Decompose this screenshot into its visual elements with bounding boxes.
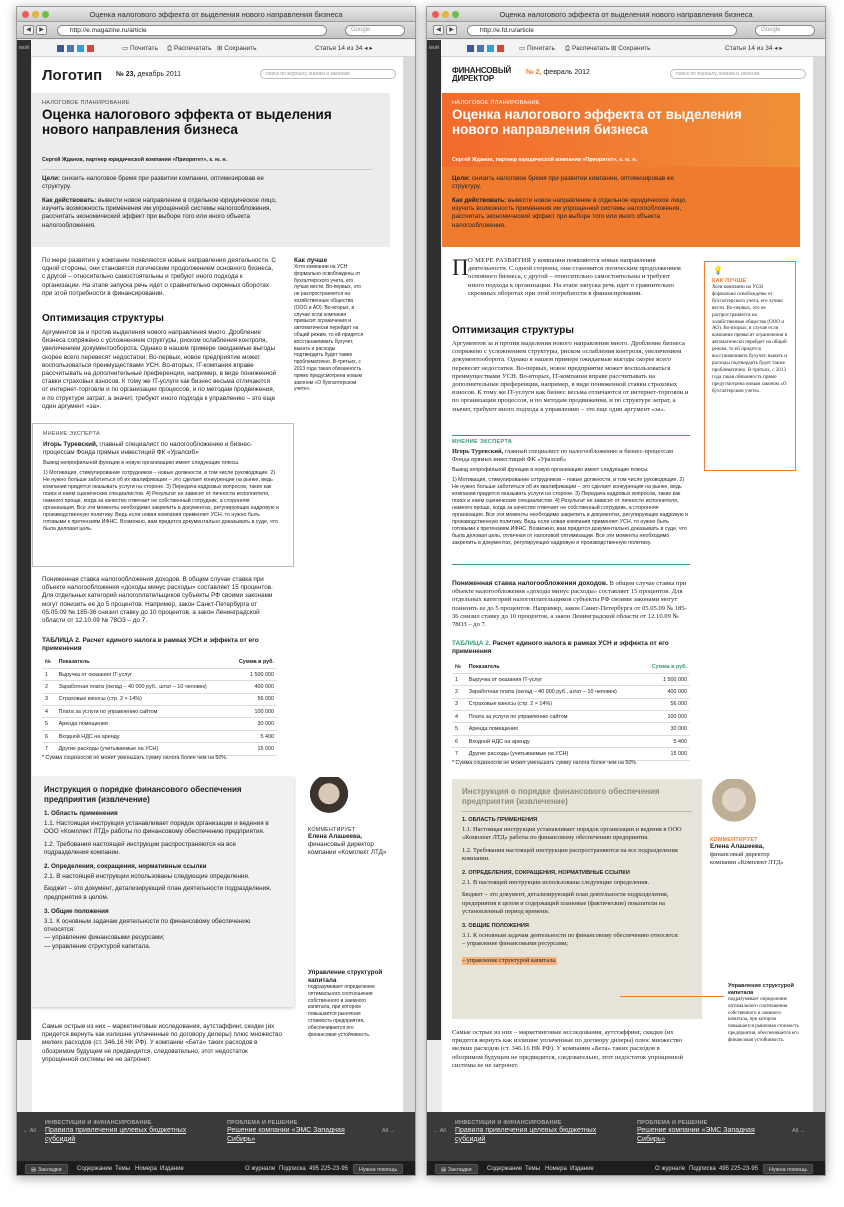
cell: 5 400 bbox=[643, 735, 690, 747]
cell: Аренда помещения bbox=[56, 718, 231, 730]
site-search-input[interactable] bbox=[670, 69, 806, 79]
action-text: вывести новое направление в отдельное юридическое лицо, изучить возможность применения им упрощенной системы налогообложения, рассчитать экономический эффект при выборе того или иного объекта налогообложения. bbox=[42, 197, 277, 229]
expert-box bbox=[32, 423, 294, 567]
save-button[interactable]: ⊞ Сохранить bbox=[611, 45, 651, 52]
side-rail bbox=[427, 40, 441, 1040]
header-cell: № bbox=[452, 661, 466, 673]
section-heading: Оптимизация структуры bbox=[452, 325, 574, 336]
prev-article-arrow[interactable]: ← All bbox=[23, 1128, 36, 1134]
table-row bbox=[42, 706, 277, 718]
table-row bbox=[452, 748, 690, 760]
header-cell: Показатель bbox=[56, 656, 231, 668]
table-row bbox=[452, 673, 690, 685]
cell: 6 bbox=[452, 735, 466, 747]
next-article-link[interactable]: Решение компании «ЭМС Западная Сибирь» bbox=[227, 1127, 345, 1143]
table-caption-text: Расчет единого налога в рамках УСН и эффекта от его применения bbox=[452, 640, 669, 655]
bookmarks-label: Закладки bbox=[37, 1167, 62, 1173]
header-cell: Сумма в руб. bbox=[230, 656, 277, 668]
paragraph-lead: Пониженная ставка налогообложения доходов. bbox=[452, 580, 608, 587]
next-article-link[interactable]: Решение компании «ЭМС Западная Сибирь» bbox=[637, 1127, 755, 1143]
nav-issues[interactable]: Номера bbox=[135, 1166, 157, 1172]
logo-line: ДИРЕКТОР bbox=[452, 74, 494, 83]
close-window-icon[interactable] bbox=[432, 11, 439, 18]
instruction-paragraph: Бюджет – это документ, детализирующий план деятельности подразделения, предприятия в целом и содержащий плановые (фактические) показатели на установленный период времени. bbox=[462, 891, 669, 915]
help-button[interactable]: Нужна помощь bbox=[763, 1164, 813, 1174]
browser-toolbar bbox=[17, 22, 415, 39]
vk-icon[interactable] bbox=[477, 45, 484, 52]
table-note: * Сумма соцвзносов не может уменьшать сумму налога более чем на 50%. bbox=[452, 760, 638, 766]
print-label: Распечатать bbox=[572, 45, 610, 52]
divider bbox=[462, 811, 692, 812]
nav-topics[interactable]: Темы bbox=[115, 1166, 131, 1172]
table-row bbox=[42, 718, 277, 730]
bottom-nav bbox=[17, 1161, 415, 1176]
minimize-window-icon[interactable] bbox=[32, 11, 39, 18]
commentator bbox=[308, 827, 388, 858]
magazine-logo[interactable] bbox=[452, 67, 511, 83]
title-bar bbox=[427, 7, 825, 22]
intro-paragraph bbox=[468, 257, 688, 298]
subscribe-link[interactable]: Подписка bbox=[279, 1166, 306, 1172]
url-text: http://e.magazine.ru/article bbox=[70, 27, 147, 34]
article-title: Оценка налогового эффекта от выделения нового направления бизнеса bbox=[42, 107, 332, 137]
twitter-icon[interactable] bbox=[77, 45, 84, 52]
article-pager[interactable]: Статья 14 из 34 ◂ ▸ bbox=[315, 45, 373, 52]
cell: Входной НДС на аренду bbox=[466, 735, 643, 747]
paragraph-text: В общем случае ставка при объекте налогообложения «доходы минус расходы» составляет 15 процентов. Для отдельных категорий налогоплательщиков субъекты РФ своими законами могут понизить ее до 5 процентов. Например, закон Санкт-Петербурга от 05.05.09 № 185-36 снизил ставку до 10 процентов, а закон Ленинградской области от 12.10.09 № 78ОЗ – до 7. bbox=[452, 580, 687, 629]
vk-icon[interactable] bbox=[67, 45, 74, 52]
save-label: Сохранить bbox=[224, 45, 257, 52]
expert-label: МНЕНИЕ ЭКСПЕРТА bbox=[43, 431, 100, 437]
nav-topics[interactable]: Темы bbox=[525, 1166, 541, 1172]
google-plus-icon[interactable] bbox=[497, 45, 504, 52]
cell: 5 400 bbox=[230, 730, 277, 742]
address-bar[interactable] bbox=[57, 25, 327, 36]
app-label[interactable]: мой bbox=[429, 45, 439, 51]
cell: Выручка от оказания IT-услуг bbox=[466, 673, 643, 685]
section-paragraph: Аргументов за и против выделения нового направления много. Дробление бизнеса сопряжено с усложнением структуры, риском ослабления контроля, увеличением документооборота. Однако в нашем примере ожидаемые выгоды скорее всего перевесят недостатки. Во-первых, новое предприятие может воспользоваться преимуществами УСН. Во-вторых, IT-компания вправе рассчитывать на дополнительные преференции, например, в виде пониженной ставки страховых взносов. К тому же IT-услуги как бизнес весьма отличаются от интернет-торговли и по организации процессов, и по методам продвижения, и по структуре затрат, а значит, требуют иного подхода к управлению – это еще один аргумент «за». bbox=[42, 329, 277, 410]
read-label: Почитать bbox=[526, 45, 555, 52]
cell: 4 bbox=[452, 711, 466, 723]
side-rail bbox=[17, 40, 31, 1040]
issue-date: декабрь 2011 bbox=[137, 71, 182, 78]
issue-info bbox=[526, 69, 590, 76]
cell: 7 bbox=[452, 748, 466, 760]
expert-lead: Вывод непрофильной функции в новую организацию имеет следующие плюсы. bbox=[452, 467, 649, 474]
read-button[interactable]: ▭ Почитать bbox=[122, 45, 158, 52]
instruction-list-item-highlighted: – управление структурой капитала. bbox=[462, 956, 557, 964]
issue-number: № 2, bbox=[526, 69, 542, 76]
zoom-window-icon[interactable] bbox=[42, 11, 49, 18]
table-row bbox=[42, 693, 277, 705]
instruction-list-item: — управление финансовыми ресурсами; bbox=[44, 934, 165, 942]
zoom-window-icon[interactable] bbox=[452, 11, 459, 18]
phone-number: 495 225-23-95 bbox=[719, 1166, 759, 1172]
header-cell: Сумма в руб. bbox=[643, 661, 690, 673]
help-button[interactable]: Нужна помощь bbox=[353, 1164, 403, 1174]
table-row bbox=[452, 698, 690, 710]
closing-paragraph: Самые острые из них – маркетинговые исследования, аутстаффинг, скидки (их придется вернуть как излишне уплаченные по договору дилеры) плюс множество мелких расходов (ст. 346.16 НК РФ). У компании «Бета» таких расходов в обозримом будущем не предвидится, следовательно, этот недостаток упрощенной системы ее не затронет. bbox=[452, 1029, 684, 1069]
instruction-section: 1. ОБЛАСТЬ ПРИМЕНЕНИЯ bbox=[462, 817, 538, 823]
instruction-box bbox=[32, 777, 294, 1007]
cell: 5 bbox=[42, 718, 56, 730]
table-row bbox=[452, 711, 690, 723]
section-paragraph: Аргументов за и против выделения нового направления много. Дробление бизнеса сопряжено с усложнением структуры, риском ослабления контроля, увеличением документооборота. Однако в нашем примере ожидаемые выгоды скорее всего перевесят недостатки. Во-первых, новое предприятие может воспользоваться преимуществами УСН. Во-вторых, IT-компания вправе рассчитывать на дополнительные преференции, например, в виде пониженной ставки страховых взносов. К тому же IT-услуги как бизнес весьма отличаются от интернет-торговли и по организации процессов, и по методам продвижения, и по структуре затрат, а значит, требуют иного подхода к управлению – это еще один аргумент «за». bbox=[452, 340, 689, 413]
instruction-section: 3. Общие положения bbox=[44, 907, 109, 915]
table-caption bbox=[452, 640, 690, 656]
margin-note-text: подразумевает определение оптимального соотношения собственного и заемного капитала, при котором повышается рыночная стоимость предприятия, обеспечивается его финансовая устойчивость. bbox=[728, 997, 800, 1043]
scrollbar-track[interactable] bbox=[813, 57, 825, 1112]
read-button[interactable]: ▭ Почитать bbox=[519, 45, 555, 52]
subscribe-link[interactable]: Подписка bbox=[689, 1166, 716, 1172]
cell: 4 bbox=[42, 706, 56, 718]
margin-note bbox=[308, 969, 383, 1038]
cell: Страховые взносы (стр. 2 × 14%) bbox=[56, 693, 231, 705]
table-row bbox=[452, 723, 690, 735]
cell: Другие расходы (учитываемые на УСН) bbox=[56, 743, 231, 755]
cell: 30 000 bbox=[230, 718, 277, 730]
comment-role: финансовый директор компании «Комплект ЛТД» bbox=[308, 841, 387, 857]
address-bar[interactable] bbox=[467, 25, 737, 36]
instruction-title: Инструкция о порядке финансового обеспечения предприятия (извлечение) bbox=[462, 787, 660, 806]
cell: Выручка от оказания IT-услуг bbox=[56, 668, 231, 680]
logo-line: ФИНАНСОВЫЙ bbox=[452, 66, 512, 75]
browser-window-left bbox=[16, 6, 416, 1176]
table-row bbox=[452, 735, 690, 747]
bookmarks-button[interactable]: ▤ Закладки bbox=[435, 1164, 478, 1174]
search-placeholder: Google bbox=[351, 27, 371, 33]
next-article-section: ПРОБЛЕМА И РЕШЕНИЕ bbox=[637, 1120, 708, 1126]
print-button[interactable]: ⎙ Распечатать bbox=[565, 45, 610, 52]
comment-label: КОММЕНТИРУЕТ bbox=[308, 827, 356, 833]
site-logo[interactable]: Логотип bbox=[42, 67, 103, 84]
section-heading: Оптимизация структуры bbox=[42, 313, 164, 324]
site-search-placeholder: поиск по журналу, книгам и законам bbox=[676, 71, 760, 77]
instruction-paragraph: 3.1. К основным задачам деятельности по финансовому обеспечению относятся: bbox=[462, 932, 679, 940]
browser-search-input[interactable] bbox=[345, 25, 405, 36]
author: Сергей Жданов, партнер юридической компании «Приоритет», к. ю. н. bbox=[452, 157, 638, 163]
cell: 100 000 bbox=[230, 706, 277, 718]
print-label: Распечатать bbox=[174, 45, 212, 52]
commentator-photo bbox=[308, 777, 350, 821]
browser-toolbar bbox=[427, 22, 825, 39]
prev-article-section: ИНВЕСТИЦИИ И ФИНАНСИРОВАНИЕ bbox=[45, 1120, 152, 1126]
print-button[interactable]: ⎙ Распечатать bbox=[167, 45, 212, 52]
table-note: * Сумма соцвзносов не может уменьшать сумму налога более чем на 50%. bbox=[42, 755, 228, 761]
next-article-arrow[interactable]: All → bbox=[792, 1128, 806, 1134]
about-link[interactable]: О журнале bbox=[245, 1166, 276, 1172]
header-cell: Показатель bbox=[466, 661, 643, 673]
instruction-paragraph: 1.1. Настоящая инструкция устанавливает порядок организации и ведения в ООО «Комплект ЛТД» работы по финансовому обеспечению предприятия. bbox=[44, 820, 269, 836]
site-search-input[interactable] bbox=[260, 69, 396, 79]
commentator-photo bbox=[710, 779, 758, 831]
article-footer bbox=[17, 1112, 415, 1176]
instruction-section: 2. Определения, сокращения, нормативные ссылки bbox=[44, 863, 207, 871]
forward-icon[interactable]: ▶ bbox=[36, 25, 47, 35]
site-search-placeholder: поиск по журналу, книгам и законам bbox=[266, 71, 350, 77]
divider bbox=[42, 169, 372, 170]
url-text: http://e.fd.ru/article bbox=[480, 27, 534, 34]
instruction-paragraph: Бюджет – это документ, детализирующий план деятельности подразделения, предприятия в целом. bbox=[44, 885, 272, 901]
table-header-row bbox=[452, 661, 690, 673]
twitter-icon[interactable] bbox=[487, 45, 494, 52]
cell: Плата за услуги по управлению сайтом bbox=[56, 706, 231, 718]
issue-info bbox=[116, 71, 181, 78]
margin-note bbox=[728, 983, 800, 1045]
article-footer bbox=[427, 1112, 825, 1176]
close-window-icon[interactable] bbox=[22, 11, 29, 18]
table-row bbox=[452, 686, 690, 698]
sidebar-tip bbox=[704, 261, 796, 471]
pager-label: Статья 14 из 34 bbox=[725, 45, 773, 52]
goal-text: снизить налоговое бремя при развитии компании, оптимизировав ее структуру. bbox=[452, 175, 674, 191]
table-caption: ТАБЛИЦА 2. Расчет единого налога в рамках УСН и эффекта от его применения bbox=[42, 637, 259, 652]
bookmarks-button[interactable]: ▤ Закладки bbox=[25, 1164, 68, 1174]
comment-name: Елена Алашеева, bbox=[308, 833, 363, 840]
app-toolbar bbox=[427, 40, 825, 57]
sidebar-tip bbox=[294, 257, 364, 393]
expert-name: Игорь Туревский, bbox=[43, 441, 98, 448]
goal-label: Цели: bbox=[42, 175, 61, 182]
next-article-arrow[interactable]: All → bbox=[382, 1128, 396, 1134]
read-label: Почитать bbox=[129, 45, 158, 52]
expert-label: МНЕНИЕ ЭКСПЕРТА bbox=[452, 439, 513, 445]
header-cell: № bbox=[42, 656, 56, 668]
nav-edition[interactable]: Издание bbox=[160, 1166, 184, 1172]
instruction-section: 3. ОБЩИЕ ПОЛОЖЕНИЯ bbox=[462, 923, 529, 930]
instruction-section: 2. ОПРЕДЕЛЕНИЯ, СОКРАЩЕНИЯ, НОРМАТИВНЫЕ ССЫЛКИ bbox=[462, 870, 630, 877]
issue-number: № 23, bbox=[116, 71, 136, 78]
header-box bbox=[442, 93, 800, 247]
closing-paragraph: Самые острые из них – маркетинговые исследования, аутстаффинг, скидки (их придется вернуть как излишне уплаченные по договору дилеры) плюс множество мелких расходов (ст. 346.16 НК РФ). У компании «Бета» таких расходов в обозримом будущем не предвидится, следовательно, этот недостаток упрощенной системы ее не затронет. bbox=[42, 1023, 282, 1063]
note-connector bbox=[620, 996, 724, 997]
margin-note-title: Управление структурой капитала bbox=[728, 983, 794, 996]
app-label[interactable]: мой bbox=[19, 45, 29, 51]
cell: 56 000 bbox=[230, 693, 277, 705]
margin-note-text: подразумевает определение оптимального соотношения собственного и заемного капитала, при котором повышается рыночная стоимость предприятия, обеспечивается его финансовая устойчивость. bbox=[308, 984, 375, 1038]
rubric: НАЛОГОВОЕ ПЛАНИРОВАНИЕ bbox=[42, 100, 130, 106]
cell: 3 bbox=[452, 698, 466, 710]
prev-article-link[interactable]: Правила привлечения целевых бюджетных субсидий bbox=[455, 1127, 597, 1143]
prev-article-arrow[interactable]: ← All bbox=[433, 1128, 446, 1134]
instruction-box bbox=[452, 779, 702, 1019]
google-plus-icon[interactable] bbox=[87, 45, 94, 52]
nav-issues[interactable]: Номера bbox=[545, 1166, 567, 1172]
minimize-window-icon[interactable] bbox=[442, 11, 449, 18]
tax-table bbox=[452, 661, 690, 761]
cell: Аренда помещения bbox=[466, 723, 643, 735]
goal bbox=[42, 175, 292, 191]
nav-edition[interactable]: Издание bbox=[570, 1166, 594, 1172]
facebook-icon[interactable] bbox=[57, 45, 64, 52]
window-title: Оценка налогового эффекта от выделения нового направления бизнеса bbox=[499, 10, 753, 19]
article-title: Оценка налогового эффекта от выделения нового направления бизнеса bbox=[452, 107, 742, 137]
instruction-title: Инструкция о порядке финансового обеспечения предприятия (извлечение) bbox=[44, 785, 242, 804]
window-controls bbox=[22, 11, 49, 18]
table-row bbox=[42, 668, 277, 680]
back-icon[interactable]: ◀ bbox=[433, 25, 444, 35]
expert-lead: Вывод непрофильной функции в новую организацию имеет следующие плюсы. bbox=[43, 460, 240, 467]
cell: 400 000 bbox=[230, 681, 277, 693]
intro-lead: О МЕРЕ РАЗВИТИЯ bbox=[468, 257, 532, 264]
cell: 15 000 bbox=[643, 748, 690, 760]
action-text: вывести новое направление в отдельное юридическое лицо, изучить возможность применения им упрощенной системы налогообложения, рассчитать экономический эффект при выборе того или иного объекта налогообложения. bbox=[452, 197, 687, 229]
tax-table bbox=[42, 656, 277, 756]
margin-note-title: Управление структурой капитала bbox=[308, 969, 383, 984]
instruction-paragraph: 1.2. Требования настоящей инструкции распространяются на все подразделения компании. bbox=[44, 840, 237, 856]
browser-window-right bbox=[426, 6, 826, 1176]
expert-box bbox=[452, 435, 690, 565]
bookmarks-label: Закладки bbox=[447, 1167, 472, 1173]
article-pager[interactable]: Статья 14 из 34 ◂ ▸ bbox=[725, 45, 783, 52]
cell: Страховые взносы (стр. 2 × 14%) bbox=[466, 698, 643, 710]
instruction-list-item: — управление структурой капитала. bbox=[44, 942, 151, 950]
cell: 56 000 bbox=[643, 698, 690, 710]
action bbox=[42, 197, 282, 230]
pager-label: Статья 14 из 34 bbox=[315, 45, 363, 52]
header-box bbox=[32, 93, 390, 247]
expert-role: главный специалист по налогообложению и бизнес-процессам Фонда прямых инвестиций ФК «Уралсиб» bbox=[452, 448, 673, 464]
bottom-nav bbox=[427, 1161, 825, 1176]
instruction-list-item: – управление финансовыми ресурсами; bbox=[462, 940, 569, 948]
action bbox=[452, 197, 692, 230]
prev-article-link[interactable]: Правила привлечения целевых бюджетных субсидий bbox=[45, 1127, 187, 1143]
rubric: НАЛОГОВОЕ ПЛАНИРОВАНИЕ bbox=[452, 100, 540, 106]
app-toolbar bbox=[17, 40, 415, 57]
goal bbox=[452, 175, 702, 191]
scrollbar-track[interactable] bbox=[403, 57, 415, 1112]
cell: 2 bbox=[42, 681, 56, 693]
cell: Входной НДС на аренду bbox=[56, 730, 231, 742]
table-row bbox=[42, 730, 277, 742]
phone-number: 495 225-23-95 bbox=[309, 1166, 349, 1172]
cell: 1 bbox=[42, 668, 56, 680]
window-title: Оценка налогового эффекта от выделения нового направления бизнеса bbox=[89, 10, 343, 19]
prev-article-section: ИНВЕСТИЦИИ И ФИНАНСИРОВАНИЕ bbox=[455, 1120, 562, 1126]
save-button[interactable]: ⊞ Сохранить bbox=[217, 45, 257, 52]
cell: 6 bbox=[42, 730, 56, 742]
cell: Другие расходы (учитываемые на УСН) bbox=[466, 748, 643, 760]
about-link[interactable]: О журнале bbox=[655, 1166, 686, 1172]
table-header-row bbox=[42, 656, 277, 668]
instruction-paragraph: 2.1. В настоящей инструкции использованы следующие определения. bbox=[462, 879, 650, 887]
instruction-paragraph: 1.2. Требования настоящей инструкции распространяются на все подразделения компании. bbox=[462, 846, 678, 862]
table-row bbox=[42, 681, 277, 693]
cell: 3 bbox=[42, 693, 56, 705]
paragraph-rate: Пониженная ставка налогообложения доходов. В общем случае ставка при объекте налогообложения «доходы минус расходы» составляет 15 процентов. Для отдельных категорий налогоплательщиков субъекты РФ своими законами могут понизить ее до 5 процентов. Например, закон Санкт-Петербурга от 05.05.09 № 185-36 снизил ставку до 10 процентов, а закон Ленинградской области от 12.10.09 № 78ОЗ – до 7. bbox=[42, 576, 273, 625]
instruction-paragraph: 1.1. Настоящая инструкция устанавливает порядок организации и ведения в ООО «Комплект ЛТД» работы по финансовому обеспечению предприятия. bbox=[462, 826, 682, 842]
sidebar-tip-title: Как лучше bbox=[294, 257, 328, 264]
comment-name: Елена Алашеева, bbox=[710, 843, 765, 850]
browser-search-input[interactable] bbox=[755, 25, 815, 36]
cell: Заработная плата (оклад – 40 000 руб., штат – 10 человек) bbox=[56, 681, 231, 693]
sidebar-tip-title: КАК ЛУЧШЕ bbox=[712, 278, 747, 284]
cell: 100 000 bbox=[643, 711, 690, 723]
next-article-section: ПРОБЛЕМА И РЕШЕНИЕ bbox=[227, 1120, 298, 1126]
expert-name: Игорь Туревский, bbox=[452, 448, 504, 455]
action-label: Как действовать: bbox=[42, 197, 97, 204]
sidebar-tip-text: Хотя компании на УСН формально освобождены от бухгалтерского учета, его лучше вести. Во-первых, это не распространяется на хозяйственные общества (ООО и АО). Во-вторых, в случае если компания превысит ограничения и автоматически перейдет на общий режим, то ей придется восстанавливать бухучет, выкать и расходы подтвердить будет также проблематично. В-третьих, с 2013 года такая обязанность прямо предусмотрена новым законом «О бухгалтерском учете». bbox=[712, 284, 788, 394]
cell: 7 bbox=[42, 743, 56, 755]
commentator bbox=[710, 837, 790, 868]
action-label: Как действовать: bbox=[452, 197, 507, 204]
window-controls bbox=[432, 11, 459, 18]
sidebar-tip-text: Хотя компании на УСН формально освобождены от бухгалтерского учета, его лучше вести. Во-первых, это не распространяется на хозяйственные общества (ООО и АО). Во-вторых, в случае если компания превысит ограничения и автоматически перейдет на общий режим, то ей придется восстанавливать бухучет, выкать и расходы подтвердить будет также проблематично. В-третьих, с 2013 года такая обязанность прямо предусмотрена новым законом «О бухгалтерском учете». bbox=[294, 264, 364, 393]
table-row bbox=[42, 743, 277, 755]
search-placeholder: Google bbox=[761, 27, 781, 33]
author: Сергей Жданов, партнер юридической компании «Приоритет», к. ю. н. bbox=[42, 157, 228, 163]
article-page bbox=[442, 57, 815, 1112]
expert-text: 1) Мотивация, стимулирование сотрудников – новые должности, в том числе руководящие. 2) Не нужно больше заботиться об их квалификации – это сделает конкуренция на рынке, ведь компании придется оказывать услуги на стороне. 3) Передача кадровых вопросов, таких как поиск и наем сценических специалистов. 4) Результат не зависит от личности исполнителя, намного проще, когда за качество отвечает не собственный сотрудник, а сторонняя организация. Все эти моменты необходимо закрепить в документах, регулирующих кадровую и производственную политику. Ведь если новая компания применяет УСН, то нужно быть готовыми к претензиям ИФНС. Возможно, вам придется документально доказывать в суде, что была деловая цель, отличная от налоговой оптимизации. Все эти моменты необходимо закрепить в документах, регулирующих кадровую и производственную политику. bbox=[452, 477, 688, 547]
paragraph-rate bbox=[452, 580, 692, 629]
instruction-paragraph: 3.1. К основным задачам деятельности по финансовому обеспечению относятся: bbox=[44, 918, 251, 934]
intro-text: у компании появляются новые направления деятельности. С одной стороны, они становятся логическим продолжением основного бизнеса, с другой – относительно самостоятельны и требуют иного подхода к организации. На этапе запуска речь идет о сравнительно скромных оборотах при этой потребности в финансировании. bbox=[468, 257, 681, 297]
title-bar bbox=[17, 7, 415, 22]
intro-paragraph: По мере развития у компании появляются новые направления деятельности. С одной стороны, они становятся логическим продолжением основного бизнеса, с другой – относительно самостоятельны и требуют иного подхода к организации. На этапе запуска речь идет о сравнительно скромных оборотах при этой потребности в финансировании. bbox=[42, 257, 276, 297]
cell: 1 500 000 bbox=[643, 673, 690, 685]
goal-label: Цели: bbox=[452, 175, 471, 182]
lightbulb-icon: 💡 bbox=[713, 266, 723, 275]
nav-contents[interactable]: Содержание bbox=[487, 1166, 523, 1172]
cell: Плата за услуги по управлению сайтом bbox=[466, 711, 643, 723]
comment-label: КОММЕНТИРУЕТ bbox=[710, 837, 758, 843]
comment-role: финансовый директор компании «Комплект ЛТД» bbox=[710, 851, 784, 867]
issue-date: февраль 2012 bbox=[543, 69, 590, 76]
nav-contents[interactable]: Содержание bbox=[77, 1166, 113, 1172]
instruction-section: 1. Область применения bbox=[44, 810, 118, 817]
cell: 1 bbox=[452, 673, 466, 685]
cell: 1 500 000 bbox=[230, 668, 277, 680]
instruction-paragraph: 2.1. В настоящей инструкции использованы следующие определения. bbox=[44, 873, 250, 881]
cell: 15 000 bbox=[230, 743, 277, 755]
article-page bbox=[32, 57, 405, 1112]
save-label: Сохранить bbox=[618, 45, 651, 52]
drop-cap: П bbox=[452, 255, 469, 280]
cell: 5 bbox=[452, 723, 466, 735]
cell: Заработная плата (оклад – 40 000 руб., штат – 10 человек) bbox=[466, 686, 643, 698]
cell: 30 000 bbox=[643, 723, 690, 735]
expert-text: 1) Мотивация, стимулирование сотрудников – новые должности, в том числе руководящие. 2) Не нужно больше заботиться об их квалификации – это сделает конкуренция на рынке, ведь компании придется оказывать услуги на стороне. 3) Передача кадровых вопросов, таких как поиск и наем сценических специалистов. 4) Результат не зависит от личности исполнителя, намного проще, когда за качество отвечает не собственный сотрудник, а сторонняя организация. Все эти моменты необходимо закрепить в документах, регулирующих кадровую и производственную политику. Ведь если новая компания применяет УСН, то нужно быть готовыми к претензиям ИФНС. Возможно, вам придется документально доказывать в суде, что была деловая цель. bbox=[43, 470, 279, 533]
table-caption-lead: ТАБЛИЦА 2. bbox=[452, 640, 491, 647]
expert-role: главный специалист по налогообложению и бизнес-процессам Фонда прямых инвестиций ФК «Уралсиб» bbox=[43, 441, 253, 457]
goal-text: снизить налоговое бремя при развитии компании, оптимизировав ее структуру. bbox=[42, 175, 264, 191]
cell: 2 bbox=[452, 686, 466, 698]
back-icon[interactable]: ◀ bbox=[23, 25, 34, 35]
facebook-icon[interactable] bbox=[467, 45, 474, 52]
cell: 400 000 bbox=[643, 686, 690, 698]
forward-icon[interactable]: ▶ bbox=[446, 25, 457, 35]
